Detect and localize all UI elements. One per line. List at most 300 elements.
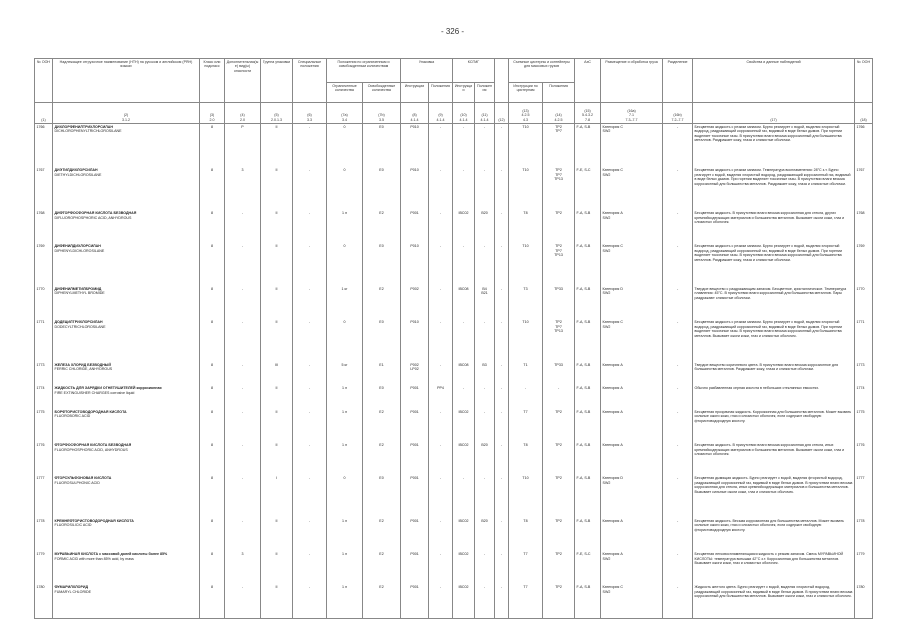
limited-quantity: 1 л bbox=[327, 385, 363, 409]
english-name: FLUOROPHOSPHORIC ACID, ANHYDROUS bbox=[54, 447, 128, 452]
colnum: (13) 4.2.5 4.3 bbox=[509, 103, 543, 124]
limited-quantity: 0 bbox=[327, 124, 363, 168]
colnum: (17) bbox=[693, 103, 855, 124]
limited-quantity: 1 л bbox=[327, 442, 363, 475]
colnum: (8) 4.1.4 bbox=[401, 103, 429, 124]
un-number: 1770 bbox=[35, 286, 53, 319]
excepted-quantity: E2 bbox=[363, 442, 401, 475]
limited-quantity: 1 л bbox=[327, 551, 363, 584]
tank-instruction: T10 bbox=[509, 167, 543, 210]
un-number: 1767 bbox=[35, 167, 53, 210]
un-number-right: 1768 bbox=[855, 210, 873, 243]
class: 8 bbox=[200, 442, 225, 475]
excepted-quantity: E2 bbox=[363, 409, 401, 442]
excepted-quantity: E2 bbox=[363, 286, 401, 319]
tank-instruction: T8 bbox=[509, 518, 543, 551]
properties: Бесцветная жидкость. Весьма коррозионная для большинства металлов. Может вызвать сильные ожоги кожи, глаз и слизистых оболочек, если содержит свободную фтористоводородную кислоту. bbox=[693, 518, 855, 551]
packing-group: II bbox=[261, 551, 293, 584]
blank-column: - bbox=[495, 243, 509, 286]
tank-provisions bbox=[543, 319, 575, 362]
tank-provision: TP2 bbox=[555, 585, 562, 590]
header-ibc-instructions: Инструкции bbox=[453, 83, 475, 103]
colnum: (18) bbox=[855, 103, 873, 124]
colnum: (5) 2.0.1.3 bbox=[261, 103, 293, 124]
segregation: - bbox=[663, 210, 693, 243]
stowage: Категория A bbox=[601, 442, 663, 475]
tank-provisions bbox=[543, 584, 575, 618]
subsidiary-hazard: - bbox=[225, 385, 261, 409]
un-number-right: 1779 bbox=[855, 551, 873, 584]
packing-group: II bbox=[261, 319, 293, 362]
tank-provisions bbox=[543, 243, 575, 286]
packing-group: II bbox=[261, 385, 293, 409]
stowage: Категория C SW2 bbox=[601, 584, 663, 618]
class: 8 bbox=[200, 319, 225, 362]
packing-provision: - bbox=[429, 551, 453, 584]
tank-instruction: T10 bbox=[509, 243, 543, 286]
class: 8 bbox=[200, 210, 225, 243]
special-provisions: - bbox=[293, 210, 327, 243]
packing-group: III bbox=[261, 362, 293, 386]
shipping-name-cell bbox=[53, 385, 200, 409]
ibc-instruction: IBC02 bbox=[453, 210, 475, 243]
subsidiary-hazard: - bbox=[225, 319, 261, 362]
ibc-provision: - bbox=[475, 385, 495, 409]
russian-name: ДИФТОРФОСФОРНАЯ КИСЛОТА БЕЗВОДНАЯ bbox=[54, 211, 137, 216]
packing-group: II bbox=[261, 243, 293, 286]
packing-instruction: P002 LP02 bbox=[401, 362, 429, 386]
shipping-name-cell bbox=[53, 442, 200, 475]
class: 8 bbox=[200, 385, 225, 409]
segregation: - bbox=[663, 385, 693, 409]
packing-provision: - bbox=[429, 584, 453, 618]
properties: Твердое вещество коричневого цвета. В присутствии влаги весьма коррозионное для большинства металлов. Раздражает кожу, глаза и слизистые оболочки. bbox=[693, 362, 855, 386]
packing-instruction: P001 bbox=[401, 551, 429, 584]
tank-instruction: T10 bbox=[509, 319, 543, 362]
header-un-number-right: № ООН bbox=[855, 59, 873, 103]
blank-column: - bbox=[495, 551, 509, 584]
english-name: DIPHENYLDICHLOROSILANE bbox=[54, 248, 105, 253]
limited-quantity: 1 л bbox=[327, 518, 363, 551]
segregation: - bbox=[663, 518, 693, 551]
excepted-quantity: E1 bbox=[363, 362, 401, 386]
class: 8 bbox=[200, 286, 225, 319]
subsidiary-hazard: - bbox=[225, 475, 261, 518]
tank-instruction: T7 bbox=[509, 551, 543, 584]
dangerous-goods-list-table bbox=[34, 58, 873, 619]
russian-name: ДИФЕНИЛМЕТИЛБРОМИД bbox=[54, 286, 102, 291]
colnum: (11) 4.1.4 bbox=[475, 103, 495, 124]
russian-name: ЖЕЛЕЗА ХЛОРИД БЕЗВОДНЫЙ bbox=[54, 362, 111, 367]
class: 8 bbox=[200, 362, 225, 386]
tank-provisions bbox=[543, 442, 575, 475]
un-number-right: 1777 bbox=[855, 475, 873, 518]
packing-instruction: P010 bbox=[401, 124, 429, 168]
limited-quantity: 1 кг bbox=[327, 286, 363, 319]
tank-provision: TP2 bbox=[555, 320, 562, 325]
un-number-right: 1771 bbox=[855, 319, 873, 362]
packing-instruction: P010 bbox=[401, 167, 429, 210]
header-un-number: № ООН bbox=[35, 59, 53, 103]
header-tank-provisions: Положения bbox=[543, 83, 575, 103]
ibc-instruction: - bbox=[453, 319, 475, 362]
stowage: Категория C SW2 bbox=[601, 319, 663, 362]
properties: Жидкость желтого цвета. Бурно реагирует с водой, выделяя хлористый водород, раздражающий коррозионный газ, видимый в виде белых дымов. В присутствии влаги весьма коррозионный для большинства металлов. Вызывает ожоги кожи, глаз и слизистых оболочек. bbox=[693, 584, 855, 618]
un-number: 1779 bbox=[35, 551, 53, 584]
ibc-provision: B3 bbox=[475, 362, 495, 386]
packing-provision: - bbox=[429, 286, 453, 319]
excepted-quantity: E2 bbox=[363, 551, 401, 584]
table-row bbox=[35, 210, 873, 243]
segregation: - bbox=[663, 124, 693, 168]
tank-provision: TP2 bbox=[555, 125, 562, 129]
ibc-provision: B4 B21 bbox=[475, 286, 495, 319]
english-name: FERRIC CHLORIDE, ANHYDROUS bbox=[54, 367, 113, 372]
tank-provision: TP13 bbox=[554, 253, 563, 258]
un-number: 1773 bbox=[35, 362, 53, 386]
special-provisions: - bbox=[293, 243, 327, 286]
tank-provisions bbox=[543, 518, 575, 551]
ems: F-A, S-B bbox=[575, 319, 601, 362]
table-row bbox=[35, 362, 873, 386]
stowage: Категория A bbox=[601, 518, 663, 551]
russian-name: КРЕМНЕФТОРИСТОВОДОРОДНАЯ КИСЛОТА bbox=[54, 518, 134, 523]
russian-name: ДИФЕНИЛДИХЛОРСИЛАН bbox=[54, 244, 101, 249]
excepted-quantity: E0 bbox=[363, 475, 401, 518]
packing-provision: - bbox=[429, 518, 453, 551]
header-pkg-instructions: Инструкции bbox=[401, 83, 429, 103]
ibc-provision: B20 bbox=[475, 210, 495, 243]
tank-provisions bbox=[543, 475, 575, 518]
tank-instruction: T7 bbox=[509, 409, 543, 442]
header-properties: Свойства и данные наблюдений bbox=[693, 59, 855, 103]
shipping-name-cell bbox=[53, 518, 200, 551]
subsidiary-hazard: 3 bbox=[225, 551, 261, 584]
packing-instruction: P001 bbox=[401, 442, 429, 475]
ibc-provision: - bbox=[475, 551, 495, 584]
stowage: Категория A bbox=[601, 409, 663, 442]
table-row bbox=[35, 243, 873, 286]
tank-instruction: T10 bbox=[509, 124, 543, 168]
ems: F-A, S-B bbox=[575, 442, 601, 475]
un-number: 1774 bbox=[35, 385, 53, 409]
special-provisions: - bbox=[293, 124, 327, 168]
un-number: 1768 bbox=[35, 210, 53, 243]
shipping-name-cell bbox=[53, 210, 200, 243]
english-name: FORMIC ACID with more than 85% acid, by mass bbox=[54, 556, 134, 561]
tank-instruction: T10 bbox=[509, 475, 543, 518]
header-excepted-qty: Освобожденные количества bbox=[363, 83, 401, 103]
english-name: DODECYLTRICHLOROSILANE bbox=[54, 324, 106, 329]
excepted-quantity: E0 bbox=[363, 385, 401, 409]
ems: F-A, S-B bbox=[575, 518, 601, 551]
subsidiary-hazard: - bbox=[225, 210, 261, 243]
colnum: (14) 4.2.5 bbox=[543, 103, 575, 124]
colnum: (4) 2.0 bbox=[225, 103, 261, 124]
subsidiary-hazard: - bbox=[225, 362, 261, 386]
tank-provision: TP33 bbox=[554, 362, 563, 367]
ibc-provision: - bbox=[475, 319, 495, 362]
class: 8 bbox=[200, 409, 225, 442]
subsidiary-hazard: 3 bbox=[225, 167, 261, 210]
class: 8 bbox=[200, 124, 225, 168]
segregation: - bbox=[663, 584, 693, 618]
properties: Бесцветная дымящая жидкость. Бурно реагирует с водой, выделяя фтористый водород, раздражающий коррозионный газ, видимый в виде белых дымов. В присутствии влаги весьма коррозионная для стекла, иных кремнийсодержащих материалов и большинства металлов. Вызывает сильные ожоги кожи, глаз и слизистых оболочек. bbox=[693, 475, 855, 518]
ibc-provision: - bbox=[475, 124, 495, 168]
limited-quantity: 1 л bbox=[327, 584, 363, 618]
tank-provisions bbox=[543, 210, 575, 243]
tank-provision: TP33 bbox=[554, 286, 563, 291]
ibc-instruction: IBC02 bbox=[453, 518, 475, 551]
ems: F-A, S-B bbox=[575, 385, 601, 409]
ibc-instruction: IBC08 bbox=[453, 362, 475, 386]
special-provisions: - bbox=[293, 385, 327, 409]
special-provisions: - bbox=[293, 167, 327, 210]
table-header bbox=[35, 59, 873, 124]
colnum: (7a) 3.4 bbox=[327, 103, 363, 124]
tank-provisions bbox=[543, 551, 575, 584]
ems: F-A, S-B bbox=[575, 243, 601, 286]
un-number: 1780 bbox=[35, 584, 53, 618]
tank-provision: TP2 bbox=[555, 443, 562, 448]
packing-provision: - bbox=[429, 319, 453, 362]
table-row bbox=[35, 475, 873, 518]
tank-provision: TP7 bbox=[555, 248, 562, 253]
packing-instruction: P010 bbox=[401, 319, 429, 362]
class: 8 bbox=[200, 475, 225, 518]
subsidiary-hazard: - bbox=[225, 442, 261, 475]
un-number-right: 1778 bbox=[855, 518, 873, 551]
ibc-provision: - bbox=[475, 167, 495, 210]
tank-provisions bbox=[543, 362, 575, 386]
packing-group: II bbox=[261, 286, 293, 319]
russian-name: ДОДЕЦИЛТРИХЛОРСИЛАН bbox=[54, 320, 103, 325]
special-provisions: - bbox=[293, 319, 327, 362]
table-row bbox=[35, 319, 873, 362]
english-name: FLUOROSILICIC ACID bbox=[54, 523, 92, 528]
tank-instruction: - bbox=[509, 385, 543, 409]
english-name: FIRE EXTINGUISHER CHARGES corrosive liquid bbox=[54, 390, 135, 395]
packing-provision: PP4 bbox=[429, 385, 453, 409]
stowage: Категория D SW2 bbox=[601, 286, 663, 319]
colnum: (7b) 3.5 bbox=[363, 103, 401, 124]
ems: F-A, S-B bbox=[575, 475, 601, 518]
russian-name: ЖИДКОСТЬ ДЛЯ ЗАРЯДКИ ОГНЕТУШИТЕЛЕЙ коррозионная bbox=[54, 386, 162, 391]
packing-provision: - bbox=[429, 210, 453, 243]
un-number: 1766 bbox=[35, 124, 53, 168]
segregation: - bbox=[663, 167, 693, 210]
packing-instruction: P001 bbox=[401, 409, 429, 442]
blank-column: - bbox=[495, 319, 509, 362]
properties: Бесцветная жидкость с резким запахом. Бурно реагирует с водой, выделяя хлористый водород, раздражающий коррозионный газ, видимый в виде белых дымов. При горении выделяет токсичные газы. В присутствии влаги весьма коррозионный для большинства металлов. Раздражает кожу, глаза и слизистые оболочки. bbox=[693, 124, 855, 168]
packing-provision: - bbox=[429, 124, 453, 168]
blank-column: - bbox=[495, 584, 509, 618]
excepted-quantity: E2 bbox=[363, 210, 401, 243]
segregation: - bbox=[663, 551, 693, 584]
excepted-quantity: E0 bbox=[363, 243, 401, 286]
un-number: 1776 bbox=[35, 442, 53, 475]
english-name: DIPHENYLMETHYL BROMIDE bbox=[54, 291, 105, 296]
shipping-name-cell bbox=[53, 124, 200, 168]
un-number-right: 1780 bbox=[855, 584, 873, 618]
table-row bbox=[35, 286, 873, 319]
tank-provisions bbox=[543, 286, 575, 319]
english-name: DICHLOROPHENYLTRICHLOROSILANE bbox=[54, 129, 122, 134]
ibc-provision: - bbox=[475, 584, 495, 618]
ems: F-A, S-B bbox=[575, 286, 601, 319]
packing-instruction: P010 bbox=[401, 243, 429, 286]
packing-group: II bbox=[261, 124, 293, 168]
stowage: Категория C SW2 bbox=[601, 124, 663, 168]
un-number-right: 1766 bbox=[855, 124, 873, 168]
class: 8 bbox=[200, 167, 225, 210]
properties: Бесцветная жидкость с резким запахом. Температура воспламенения: 28°C з.т. Бурно реагирует с водой, выделяя хлористый водород, раздражающий коррозионный газ, видимый в виде белых дымов. При горении выделяет токсичные газы. В присутствии влаги весьма коррозионный для большинства металлов. Раздражает кожу, глаза и слизистые оболочки. bbox=[693, 167, 855, 210]
shipping-name-cell bbox=[53, 475, 200, 518]
special-provisions: - bbox=[293, 409, 327, 442]
colnum: (9) 4.1.4 bbox=[429, 103, 453, 124]
un-number-right: 1769 bbox=[855, 243, 873, 286]
shipping-name-cell bbox=[53, 362, 200, 386]
limited-quantity: 0 bbox=[327, 319, 363, 362]
un-number-right: 1770 bbox=[855, 286, 873, 319]
blank-column: - bbox=[495, 210, 509, 243]
stowage: Категория A SW2 bbox=[601, 210, 663, 243]
un-number-right: 1775 bbox=[855, 409, 873, 442]
packing-instruction: P001 bbox=[401, 584, 429, 618]
special-provisions: - bbox=[293, 442, 327, 475]
properties: Бесцветная жидкость с резким запахом. Бурно реагирует с водой, выделяя хлористый водород, раздражающий коррозионный газ, видимый в виде белых дымов. При горении выделяет токсичные газы. В присутствии влаги весьма коррозионный для большинства металлов. Вызывает ожоги кожи, глаз и слизистых оболочек. bbox=[693, 319, 855, 362]
ibc-instruction: IBC02 bbox=[453, 551, 475, 584]
header-proper-shipping-name: Надлежащее отгрузочное наименование (НТН) на русском и английском (РЯН) языках bbox=[53, 59, 200, 103]
ibc-provision: B20 bbox=[475, 518, 495, 551]
excepted-quantity: E2 bbox=[363, 584, 401, 618]
blank-column: - bbox=[495, 362, 509, 386]
stowage: Категория A SW2 bbox=[601, 551, 663, 584]
column-number-row bbox=[35, 103, 873, 124]
tank-provisions bbox=[543, 385, 575, 409]
colnum: (15) 5.4.3.2 7.8 bbox=[575, 103, 601, 124]
limited-quantity: 1 л bbox=[327, 210, 363, 243]
ibc-provision: - bbox=[475, 243, 495, 286]
properties: Твердое вещество с раздражающим запахом. Бесцветное, кристаллическое. Температура плавления: 45°C. В присутствии влаги коррозионный для большинства металлов. Пары раздражают слизистые оболочки. bbox=[693, 286, 855, 319]
tank-provision: TP2 bbox=[555, 518, 562, 523]
header-class: Класс или подкласс bbox=[200, 59, 225, 103]
ems: F-A, S-B bbox=[575, 584, 601, 618]
tank-provision: TP2 bbox=[555, 476, 562, 481]
packing-provision: - bbox=[429, 362, 453, 386]
blank-column: - bbox=[495, 442, 509, 475]
tank-provision: TP13 bbox=[554, 329, 563, 334]
ibc-provision: B20 bbox=[475, 442, 495, 475]
shipping-name-cell bbox=[53, 584, 200, 618]
tank-instruction: T7 bbox=[509, 584, 543, 618]
shipping-name-cell bbox=[53, 319, 200, 362]
header-tank-instructions: Инструкции по цистернам bbox=[509, 83, 543, 103]
blank-column: - bbox=[495, 124, 509, 168]
ems: F-A, S-B bbox=[575, 124, 601, 168]
header-blank bbox=[495, 59, 509, 103]
subsidiary-hazard: - bbox=[225, 584, 261, 618]
subsidiary-hazard: - bbox=[225, 518, 261, 551]
shipping-name-cell bbox=[53, 409, 200, 442]
english-name: DIFLUOROPHOSPHORIC ACID, ANHYDROUS bbox=[54, 215, 132, 220]
ibc-provision: - bbox=[475, 409, 495, 442]
tank-provision: - bbox=[557, 386, 560, 391]
ems: F-A, S-B bbox=[575, 362, 601, 386]
properties: Бесцветная легковоспламеняющаяся жидкость с резким запахом. Смесь МУРАВЬИНОЙ КИСЛОТЫ: температура вспышки 42°C з.т. Коррозионная для большинства металлов. Вызывает ожоги кожи, глаз и слизистых оболочек. bbox=[693, 551, 855, 584]
packing-group: II bbox=[261, 210, 293, 243]
ibc-instruction: - bbox=[453, 385, 475, 409]
ibc-instruction: IBC02 bbox=[453, 409, 475, 442]
header-pkg-provisions: Положения bbox=[429, 83, 453, 103]
blank-column: - bbox=[495, 167, 509, 210]
tank-instruction: T8 bbox=[509, 442, 543, 475]
header-quantities: Положения по ограниченным и освобожденным количествам bbox=[327, 59, 401, 83]
stowage: Категория D SW2 bbox=[601, 475, 663, 518]
segregation: - bbox=[663, 243, 693, 286]
table-row bbox=[35, 442, 873, 475]
header-ibc: КСГМГ bbox=[453, 59, 495, 83]
tank-provision: TP2 bbox=[555, 409, 562, 414]
properties: Обычно разбавленная серная кислота в небольших стеклянных емкостях. bbox=[693, 385, 855, 409]
russian-name: ФТОРФОСФОРНАЯ КИСЛОТА БЕЗВОДНАЯ bbox=[54, 443, 132, 448]
shipping-name-cell bbox=[53, 243, 200, 286]
tank-instruction: T1 bbox=[509, 362, 543, 386]
packing-instruction: P001 bbox=[401, 475, 429, 518]
header-packaging: Упаковка bbox=[401, 59, 453, 83]
english-name: FLUOROBORIC ACID bbox=[54, 414, 91, 419]
tank-provision: TP2 bbox=[555, 244, 562, 249]
tank-provision: TP7 bbox=[555, 129, 562, 134]
limited-quantity: 0 bbox=[327, 475, 363, 518]
packing-provision: - bbox=[429, 442, 453, 475]
properties: Бесцветная жидкость. В присутствии влаги весьма коррозионная для стекла, иных кремнийсодержащих материалов и большинства металлов. Вызывает ожоги кожи, глаз и слизистых оболочек. bbox=[693, 442, 855, 475]
stowage: Категория A bbox=[601, 362, 663, 386]
shipping-name-cell bbox=[53, 286, 200, 319]
special-provisions: - bbox=[293, 475, 327, 518]
special-provisions: - bbox=[293, 584, 327, 618]
un-number: 1771 bbox=[35, 319, 53, 362]
packing-instruction: P001 bbox=[401, 210, 429, 243]
stowage: Категория C SW2 bbox=[601, 243, 663, 286]
ibc-instruction: - bbox=[453, 124, 475, 168]
tank-provisions bbox=[543, 167, 575, 210]
class: 8 bbox=[200, 243, 225, 286]
segregation: - bbox=[663, 442, 693, 475]
colnum: (3) 2.0 bbox=[200, 103, 225, 124]
properties: Бесцветная жидкость. В присутствии влаги весьма коррозионная для стекла, других кремнийсодержащих материалов и большинства металлов. Вызывает ожоги кожи, глаз и слизистых оболочек. bbox=[693, 210, 855, 243]
header-ibc-provisions: Положения bbox=[475, 83, 495, 103]
un-number: 1769 bbox=[35, 243, 53, 286]
packing-group: II bbox=[261, 442, 293, 475]
table-row bbox=[35, 385, 873, 409]
ibc-instruction: - bbox=[453, 475, 475, 518]
excepted-quantity: E0 bbox=[363, 319, 401, 362]
blank-column: - bbox=[495, 409, 509, 442]
packing-group: II bbox=[261, 409, 293, 442]
packing-group: II bbox=[261, 167, 293, 210]
table-row bbox=[35, 518, 873, 551]
special-provisions: - bbox=[293, 362, 327, 386]
tank-provision: TP2 bbox=[555, 168, 562, 173]
tank-provisions bbox=[543, 409, 575, 442]
table-row bbox=[35, 167, 873, 210]
ibc-instruction: IBC02 bbox=[453, 442, 475, 475]
russian-name: БОРФТОРИСТОВОДОРОДНАЯ КИСЛОТА bbox=[54, 409, 127, 414]
header-segregation: Разделение bbox=[663, 59, 693, 103]
excepted-quantity: E0 bbox=[363, 167, 401, 210]
special-provisions: - bbox=[293, 551, 327, 584]
